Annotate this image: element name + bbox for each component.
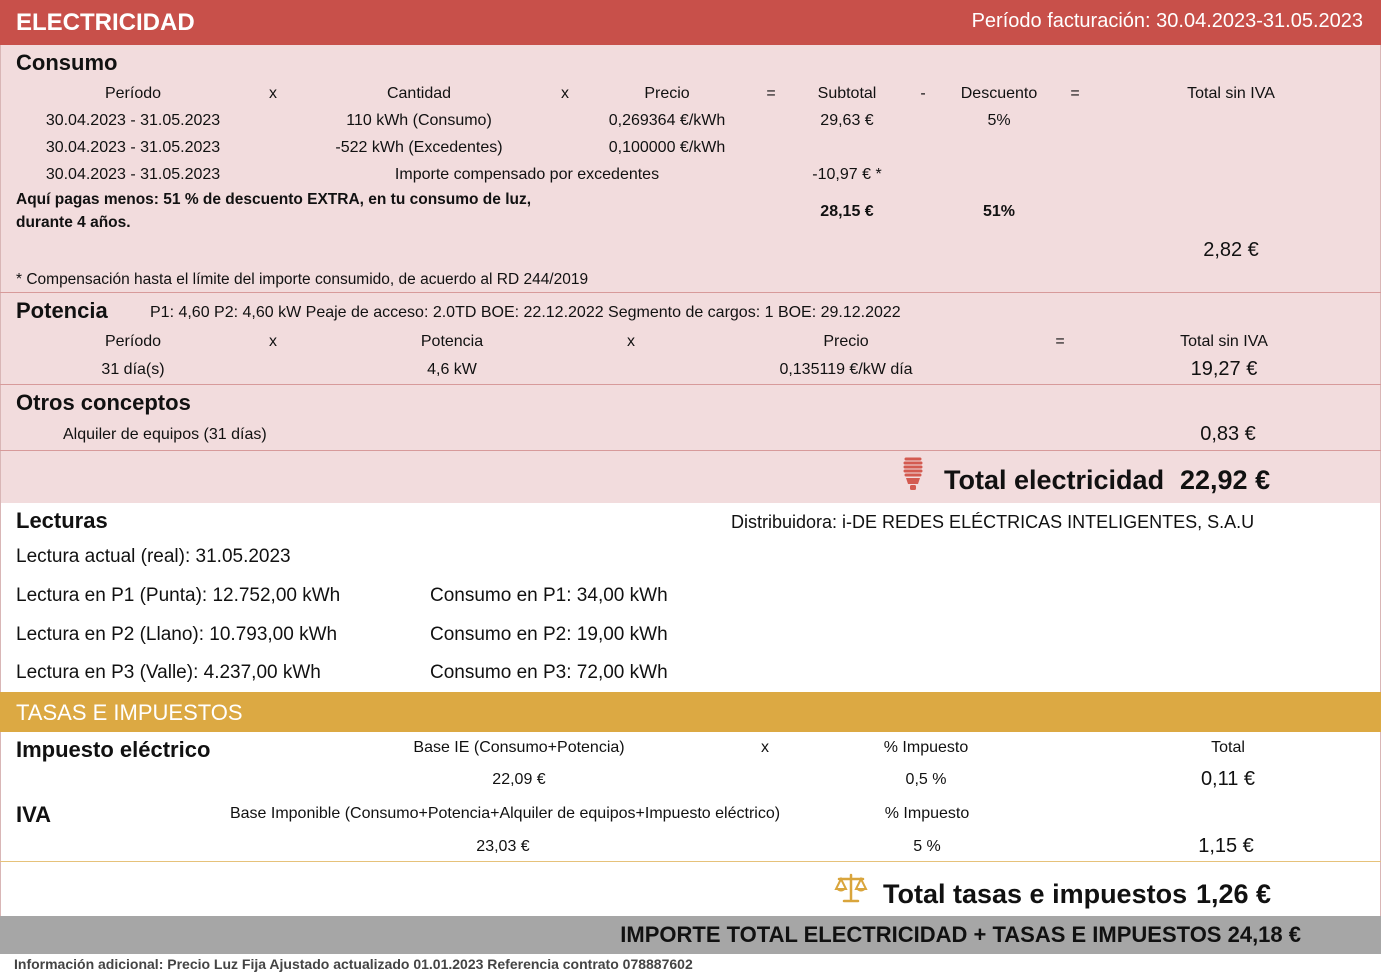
col-total: Total sin IVA bbox=[1187, 85, 1275, 102]
col-precio: Precio bbox=[823, 333, 869, 350]
consumo-p2: Consumo en P2: 19,00 kWh bbox=[430, 624, 668, 645]
total-electricidad-label: Total electricidad bbox=[944, 465, 1165, 495]
electricidad-header bbox=[0, 0, 1381, 45]
table-row-periodo: 30.04.2023 - 31.05.2023 bbox=[45, 139, 221, 156]
lecturas-title: Lecturas bbox=[16, 508, 108, 533]
table-row-cantidad: 110 kWh (Consumo) bbox=[346, 112, 492, 129]
tasas-title: TASAS E IMPUESTOS bbox=[16, 700, 243, 725]
potencia-section bbox=[0, 293, 1381, 385]
table-row-subtotal: 29,63 € bbox=[820, 112, 874, 129]
table-row-precio: 0,269364 €/kWh bbox=[608, 112, 726, 129]
table-row-precio: 0,100000 €/kWh bbox=[608, 139, 726, 156]
iva-pct-label: % Impuesto bbox=[884, 805, 970, 822]
ie-total: 0,11 € bbox=[1200, 768, 1256, 790]
ie-base: 22,09 € bbox=[492, 771, 546, 788]
iva-total: 1,15 € bbox=[1198, 835, 1254, 857]
consumo-footnote: * Compensación hasta el límite del importe consumido, de acuerdo al RD 244/2019 bbox=[16, 271, 589, 288]
col-periodo: Período bbox=[104, 85, 162, 102]
lectura-p2: Lectura en P2 (Llano): 10.793,00 kWh bbox=[16, 624, 338, 645]
col-eq1: = bbox=[766, 85, 776, 102]
total-electricidad-value: 22,92 € bbox=[1180, 465, 1271, 495]
billing-period: Período facturación: 30.04.2023-31.05.2023 bbox=[971, 10, 1363, 32]
total-electricidad-row bbox=[0, 451, 1381, 503]
col-descuento: Descuento bbox=[960, 85, 1038, 102]
lectura-actual: Lectura actual (real): 31.05.2023 bbox=[16, 546, 291, 567]
col-precio: Precio bbox=[644, 85, 690, 102]
informacion-adicional: Información adicional: Precio Luz Fija Ajustado actualizado 01.01.2023 Referencia contrato 078887602 bbox=[14, 956, 693, 972]
table-row-subtotal: -10,97 € * bbox=[812, 166, 882, 183]
col-eq2: = bbox=[1070, 85, 1080, 102]
col-cantidad: Cantidad bbox=[386, 85, 452, 102]
table-row-concepto: Importe compensado por excedentes bbox=[394, 166, 660, 183]
col-x1: x bbox=[269, 333, 277, 350]
col-eq: = bbox=[1055, 333, 1065, 350]
potencia-title: Potencia bbox=[16, 298, 108, 323]
col-potencia: Potencia bbox=[420, 333, 484, 350]
ie-x: x bbox=[761, 739, 769, 756]
iva-title: IVA bbox=[16, 802, 52, 827]
impuesto-electrico-title: Impuesto eléctrico bbox=[16, 737, 211, 762]
scale-icon bbox=[835, 873, 867, 903]
consumo-title: Consumo bbox=[16, 50, 118, 75]
tasas-header bbox=[0, 692, 1381, 732]
lecturas-section bbox=[0, 503, 1381, 692]
total-tasas-value: 1,26 € bbox=[1196, 879, 1272, 909]
lectura-p1: Lectura en P1 (Punta): 12.752,00 kWh bbox=[16, 585, 341, 606]
potencia-valor: 4,6 kW bbox=[427, 361, 477, 378]
ie-total-label: Total bbox=[1211, 739, 1245, 756]
otros-concepto: Alquiler de equipos (31 días) bbox=[63, 426, 267, 443]
consumo-section bbox=[0, 45, 1381, 293]
promo-subtotal: 28,15 € bbox=[820, 203, 874, 220]
bulb-icon bbox=[902, 456, 924, 492]
col-minus: - bbox=[920, 85, 926, 102]
ie-pct: 0,5 % bbox=[905, 771, 947, 788]
otros-section bbox=[0, 385, 1381, 451]
iva-base-label: Base Imponible (Consumo+Potencia+Alquiler de equipos+Impuesto eléctrico) bbox=[229, 805, 781, 822]
col-x1: x bbox=[269, 85, 277, 102]
col-periodo: Período bbox=[104, 333, 162, 350]
table-row-descuento: 5% bbox=[987, 112, 1011, 129]
col-subtotal: Subtotal bbox=[817, 85, 877, 102]
section-title: ELECTRICIDAD bbox=[16, 9, 195, 36]
table-row-periodo: 30.04.2023 - 31.05.2023 bbox=[45, 112, 221, 129]
promo-descuento: 51% bbox=[982, 203, 1016, 220]
importe-total: IMPORTE TOTAL ELECTRICIDAD + TASAS E IMPUESTOS 24,18 € bbox=[620, 922, 1301, 947]
importe-total-bar bbox=[0, 916, 1381, 954]
col-x2: x bbox=[561, 85, 569, 102]
lectura-p3: Lectura en P3 (Valle): 4.237,00 kWh bbox=[16, 662, 321, 683]
otros-total: 0,83 € bbox=[1200, 423, 1256, 445]
distribuidora: Distribuidora: i-DE REDES ELÉCTRICAS INTELIGENTES, S.A.U bbox=[731, 512, 1255, 532]
potencia-total: 19,27 € bbox=[1190, 358, 1258, 380]
iva-base: 23,03 € bbox=[476, 838, 530, 855]
col-total: Total sin IVA bbox=[1180, 333, 1268, 350]
consumo-p3: Consumo en P3: 72,00 kWh bbox=[430, 662, 668, 683]
otros-title: Otros conceptos bbox=[16, 390, 191, 415]
ie-base-label: Base IE (Consumo+Potencia) bbox=[413, 739, 625, 756]
tasas-section bbox=[0, 732, 1381, 862]
potencia-periodo: 31 día(s) bbox=[101, 361, 165, 378]
col-x2: x bbox=[627, 333, 635, 350]
potencia-info: P1: 4,60 P2: 4,60 kW Peaje de acceso: 2.0TD BOE: 22.12.2022 Segmento de cargos: 1 BOE: 29.12.2022 bbox=[150, 304, 901, 321]
table-row-cantidad: -522 kWh (Excedentes) bbox=[335, 139, 503, 156]
total-tasas-row bbox=[0, 862, 1381, 916]
table-row-periodo: 30.04.2023 - 31.05.2023 bbox=[45, 166, 221, 183]
potencia-precio: 0,135119 €/kW día bbox=[779, 361, 913, 378]
ie-pct-label: % Impuesto bbox=[883, 739, 969, 756]
consumo-total: 2,82 € bbox=[1203, 239, 1259, 261]
promo-line2: durante 4 años. bbox=[16, 214, 131, 231]
consumo-p1: Consumo en P1: 34,00 kWh bbox=[430, 585, 668, 606]
total-tasas-label: Total tasas e impuestos bbox=[883, 879, 1188, 909]
iva-pct: 5 % bbox=[913, 838, 941, 855]
promo-line1: Aquí pagas menos: 51 % de descuento EXTRA, en tu consumo de luz, bbox=[16, 191, 532, 208]
